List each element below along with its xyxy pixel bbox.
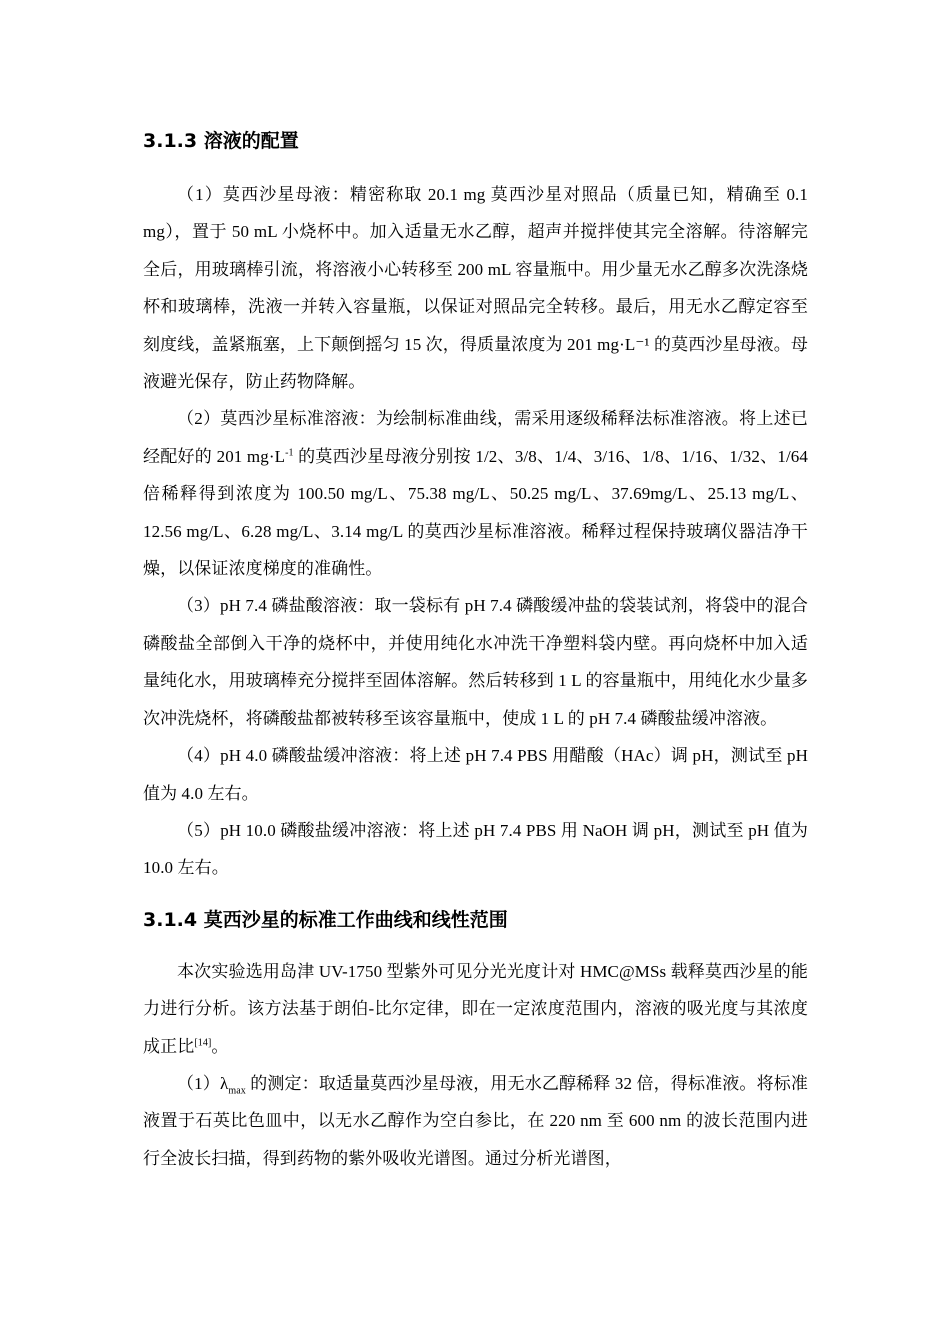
paragraph-standard-solution (143, 400, 808, 587)
paragraph-method-intro (143, 953, 808, 1065)
paragraph-text: （3）pH 7.4 磷盐酸溶液：取一袋标有 pH 7.4 磷酸缓冲盐的袋装试剂，将袋中的混合磷酸盐全部倒入干净的烧杯中，并使用纯化水冲洗干净塑料袋内壁。再向烧杯中加入适量纯化水，用玻璃棒充分搅拌至固体溶解。然后转移到 1 L 的容量瓶中，用纯化水少量多次冲洗烧杯，将磷酸盐都被转移至该容量瓶中，使成 1 L 的 pH 7.4 磷酸盐缓冲溶液。 (143, 596, 808, 728)
paragraph-text: 。 (211, 1036, 229, 1056)
subscript: max (228, 1085, 246, 1097)
paragraph-text: 的测定：取适量莫西沙星母液，用无水乙醇稀释 32 倍，得标准液。将标准液置于石英比色皿中，以无水乙醇作为空白参比，在 220 nm 至 600 nm 的波长范围内进行全波长扫描，得到药物的紫外吸收光谱图。通过分析光谱图， (143, 1073, 808, 1168)
paragraph-text: （1）λ (177, 1073, 229, 1093)
section-heading-3-1-3: 3.1.3 溶液的配置 (143, 130, 299, 152)
paragraph-text: （1）莫西沙星母液：精密称取 20.1 mg 莫西沙星对照品（质量已知，精确至 0.1 mg），置于 50 mL 小烧杯中。加入适量无水乙醇，超声并搅拌使其完全溶解。待溶解完全后，用玻璃棒引流，将溶液小心转移至 200 mL 容量瓶中。用少量无水乙醇多次洗涤烧杯和玻璃棒，洗液一并转入容量瓶，以保证对照品完全转移。最后，用无水乙醇定容至刻度线，盖紧瓶塞，上下颠倒摇匀 15 次，得质量浓度为 201 mg·L⁻¹ 的莫西沙星母液。母液避光保存，防止药物降解。 (143, 185, 808, 392)
paragraph-ph40-buffer (143, 737, 808, 812)
paragraph-text: （2）莫西沙星标准溶液：为绘制标准曲线，需采用逐级稀释法标准溶液。将上述已经配好的 201 mg·L (143, 409, 808, 466)
document-page (143, 122, 808, 1177)
paragraph-text: 的莫西沙星母液分别按 1/2、3/8、1/4、3/16、1/8、1/16、1/32、1/64 倍稀释得到浓度为 100.50 mg/L、75.38 mg/L、50.25 mg/L、37.69mg/L、25.13 mg/L、12.56 mg/L、6.28 mg/L、3.14 mg/L 的莫西沙星标准溶液。稀释过程保持玻璃仪器洁净干燥，以保证浓度梯度的准确性。 (143, 446, 809, 579)
paragraph-ph74-buffer (143, 587, 808, 737)
paragraph-ph100-buffer (143, 812, 808, 887)
paragraph-mother-solution (143, 176, 808, 400)
paragraph-text: （4）pH 4.0 磷酸盐缓冲溶液：将上述 pH 7.4 PBS 用醋酸（HAc）调 pH，测试至 pH 值为 4.0 左右。 (143, 746, 808, 803)
paragraph-lambda-max (143, 1065, 808, 1177)
paragraph-text: 本次实验选用岛津 UV-1750 型紫外可见分光光度计对 HMC@MSs 载释莫西沙星的能力进行分析。该方法基于朗伯-比尔定律，即在一定浓度范围内，溶液的吸光度与其浓度成正比 (143, 961, 808, 1056)
superscript: -1 (285, 447, 294, 459)
section-heading-3-1-4: 3.1.4 莫西沙星的标准工作曲线和线性范围 (143, 908, 508, 931)
paragraph-text: （5）pH 10.0 磷酸盐缓冲溶液：将上述 pH 7.4 PBS 用 NaOH 调 pH，测试至 pH 值为 10.0 左右。 (143, 820, 808, 878)
citation-superscript: [14] (194, 1036, 212, 1048)
